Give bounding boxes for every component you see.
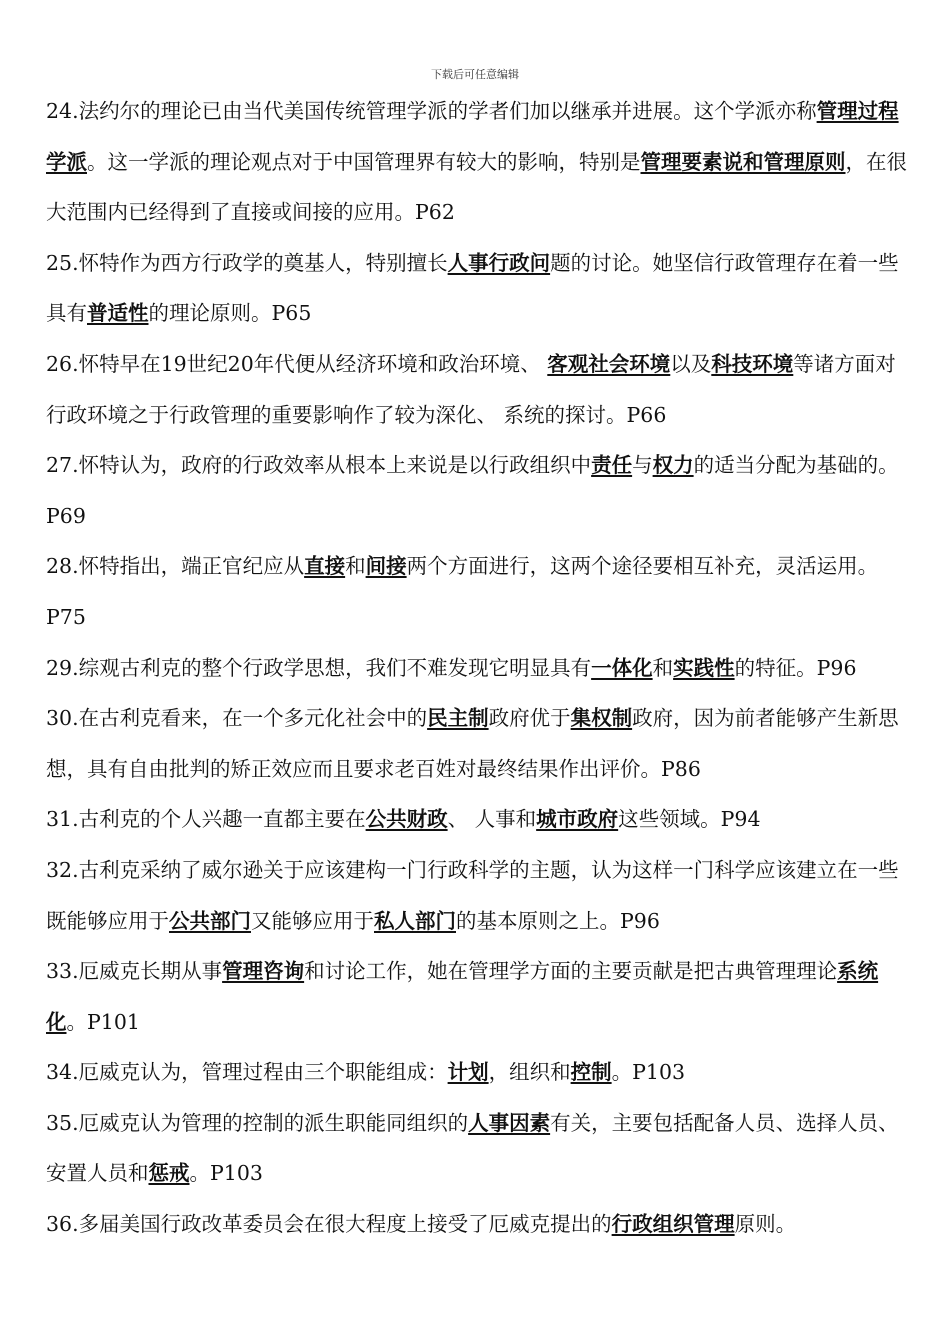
key-term: 管理过程学派 (46, 99, 899, 174)
question-item (46, 1098, 908, 1199)
text-segment: 的适当分配为基础的。P69 (46, 453, 899, 528)
key-term: 计划 (447, 1060, 489, 1085)
key-term: 行政组织管理 (611, 1212, 735, 1237)
text-segment: 。P101 (66, 1009, 140, 1034)
text-segment: 29.综观古利克的整个行政学思想，我们不难发现它明显具有 (46, 655, 592, 680)
text-segment: 36.多届美国行政改革委员会在很大程度上接受了厄威克提出的 (46, 1212, 612, 1237)
key-term: 私人部门 (374, 908, 456, 933)
text-segment: 30.在古利克看来，在一个多元化社会中的 (46, 706, 428, 731)
text-segment: ，在很大范围内已经得到了直接或间接的应用。P62 (46, 149, 907, 225)
key-term: 权力 (652, 453, 694, 478)
key-term: 公共财政 (365, 807, 448, 832)
key-term: 直接 (304, 554, 346, 579)
text-segment: ，组织和 (488, 1060, 571, 1085)
text-segment: 、 人事和 (447, 807, 537, 832)
key-term: 系统化 (46, 959, 879, 1034)
question-item (46, 541, 908, 642)
text-segment: 政府优于 (488, 706, 571, 731)
text-segment: 与 (632, 453, 653, 478)
text-segment: 和 (345, 554, 366, 579)
text-segment: 27.怀特认为，政府的行政效率从根本上来说是以行政组织中 (46, 453, 592, 478)
key-term: 一体化 (591, 655, 653, 680)
text-segment: 。P103 (189, 1161, 263, 1186)
text-segment: 等诸方面对行政环境之于行政管理的重要影响作了较为深化、 系统的探讨。P66 (46, 351, 896, 427)
key-term: 科技环境 (711, 351, 794, 376)
key-term: 人事因素 (468, 1110, 551, 1135)
key-term: 责任 (591, 453, 633, 478)
question-item (46, 794, 908, 845)
question-item (46, 693, 908, 794)
text-segment: 34.厄威克认为，管理过程由三个职能组成： (46, 1060, 448, 1085)
key-term: 民主制 (427, 706, 489, 731)
question-item (46, 1199, 908, 1250)
key-term: 城市政府 (536, 807, 619, 832)
question-item (46, 845, 908, 946)
text-segment: 以及 (670, 351, 712, 376)
key-term: 集权制 (570, 706, 633, 731)
text-segment: 的特征。P96 (734, 655, 857, 680)
text-segment: 的理论原则。P65 (148, 301, 312, 326)
key-term: 间接 (365, 554, 407, 579)
text-segment: 28.怀特指出，端正官纪应从 (46, 554, 305, 579)
text-segment: 政府，因为前者能够产生新思想，具有自由批判的矫正效应而且要求老百姓对最终结果作出评价。P86 (46, 706, 899, 781)
text-segment: 。这一学派的理论观点对于中国管理界有较大的影响，特别是 (87, 149, 641, 174)
question-item (46, 440, 908, 541)
text-segment: 31.古利克的个人兴趣一直都主要在 (46, 807, 366, 832)
text-segment: 这些领域。P94 (618, 807, 761, 832)
text-segment: 35.厄威克认为管理的控制的派生职能同组织的 (46, 1110, 469, 1135)
key-term: 普适性 (87, 301, 149, 326)
text-segment: 。P103 (611, 1060, 686, 1085)
text-segment: 和讨论工作，她在管理学方面的主要贡献是把古典管理理论 (304, 959, 838, 984)
text-segment: 26.怀特早在19世纪20年代便从经济环境和政治环境、 (46, 351, 548, 376)
question-item (46, 946, 908, 1047)
text-segment: 33.厄威克长期从事 (46, 959, 223, 984)
key-term: 管理咨询 (222, 959, 305, 984)
question-item (46, 238, 908, 339)
key-term: 公共部门 (169, 908, 251, 933)
key-term: 管理要素说和管理原则 (640, 149, 846, 174)
key-term: 实践性 (673, 655, 735, 680)
text-segment: 有关，主要包括配备人员、选择人员、 安置人员和 (46, 1110, 899, 1186)
text-segment: 25.怀特作为西方行政学的奠基人，特别擅长 (46, 250, 448, 275)
key-term: 客观社会环境 (547, 351, 671, 376)
document-body (46, 86, 908, 1250)
question-item (46, 643, 908, 694)
text-segment: 的基本原则之上。P96 (456, 908, 660, 933)
text-segment: 原则。 (734, 1212, 797, 1237)
text-segment: 又能够应用于 (251, 908, 374, 933)
key-term: 人事行政问 (447, 250, 551, 275)
page-header: 下载后可任意编辑 (431, 68, 519, 81)
key-term: 惩戒 (148, 1161, 190, 1186)
question-item (46, 86, 908, 238)
text-segment: 和 (652, 655, 674, 680)
question-item (46, 1047, 908, 1098)
text-segment: 24.法约尔的理论已由当代美国传统管理学派的学者们加以继承并进展。这个学派亦称 (46, 99, 817, 123)
text-segment: 两个方面进行，这两个途径要相互补充，灵活运用。P75 (46, 554, 879, 629)
text-segment: 32.古利克采纳了威尔逊关于应该建构一门行政科学的主题，认为这样一门科学应该建立在一些既能够应用于 (46, 857, 899, 933)
text-segment: 题的讨论。她坚信行政管理存在着一些具有 (46, 250, 899, 326)
key-term: 控制 (570, 1060, 612, 1085)
question-item (46, 339, 908, 440)
